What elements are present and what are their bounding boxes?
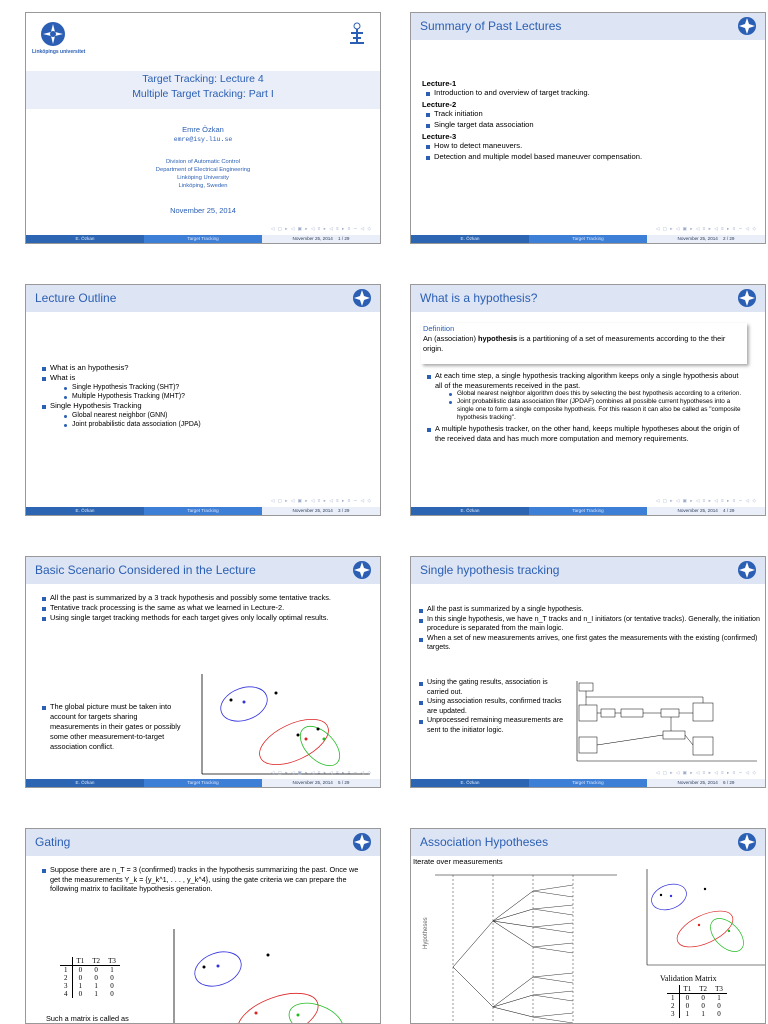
nav-controls[interactable]: ◁ ▢ ▸ ◁ ▣ ▸ ◁ ≡ ▸ ◁ ≡ ▸ ≡ ∽ ◁ ◇: [270, 226, 372, 231]
footer-date: November 25, 2014 4 / 29: [647, 507, 765, 515]
slide-sht[interactable]: [410, 556, 766, 788]
footer-bar: [411, 235, 765, 243]
validation-matrix: T1 T2 T3 1 0 0 1 2 0 0 0 3 1 1 0: [667, 985, 727, 1018]
list-item: Global nearest neighbor algorithm does this by selecting the best hypothesis according to a criterion.: [445, 390, 743, 398]
list-item: What is an hypothesis?: [38, 363, 368, 373]
list-item: Using association results, confirmed tracks are updated.: [415, 697, 565, 716]
slide-association-hypotheses[interactable]: [410, 828, 766, 1024]
slide-title: Association Hypotheses: [420, 835, 549, 849]
page-number: 4 / 29: [722, 508, 735, 513]
footer-date: November 25, 2014 3 / 29: [262, 507, 380, 515]
page-number: 3 / 29: [337, 508, 350, 513]
list-item: Introduction to and overview of target tracking.: [422, 88, 757, 98]
footer-author: E. Özkan: [26, 235, 144, 243]
gating-matrix: T1 T2 T3 1 0 0 1 2 0 0 0 3 1 1 0 4 0 1 0: [60, 957, 120, 998]
footer-date: November 25, 2014 6 / 29: [647, 779, 765, 787]
footer-date: November 25, 2014 5 / 29: [262, 779, 380, 787]
list-item: Single Hypothesis Tracking Global nearest neighbor (GNN) Joint probabilistic data association (JPDA): [38, 401, 368, 429]
author-email[interactable]: emre@isy.liu.se: [173, 136, 233, 143]
sht-block-diagram: [571, 679, 761, 765]
slide-header: [26, 557, 380, 584]
page-number: 1 / 29: [337, 236, 350, 241]
matrix-caption: Such a matrix is called as: [46, 1014, 129, 1023]
list-item: Single Hypothesis Tracking (SHT)?: [60, 384, 368, 393]
slide-hypothesis[interactable]: [410, 284, 766, 516]
location: Linköping, Sweden: [178, 183, 228, 189]
slide-header: [411, 557, 765, 584]
table-row: 4 0 1 0: [60, 990, 120, 998]
footer-course: Target Tracking: [529, 235, 647, 243]
slide-title: Single hypothesis tracking: [420, 563, 560, 577]
slide-title[interactable]: [25, 12, 381, 244]
hypothesis-tree-figure: [431, 867, 621, 1024]
table-row: 3 1 1 0: [60, 982, 120, 990]
nav-controls[interactable]: ◁ ▢ ▸ ◁ ▣ ▸ ◁ ≡ ▸ ◁ ≡ ▸ ≡ ∽ ◁ ◇: [270, 498, 372, 503]
list-item: All the past is summarized by a single hypothesis.: [415, 605, 765, 615]
slide-header: [411, 829, 765, 856]
page-number: 5 / 29: [337, 780, 350, 785]
list-item: Using the gating results, association is carried out.: [415, 678, 565, 697]
slide-header: [26, 285, 380, 312]
page-number: 2 / 29: [722, 236, 735, 241]
lecture-1-label: Lecture-1: [422, 79, 457, 88]
footer-course: Target Tracking: [144, 235, 262, 243]
footer-bar: [26, 235, 380, 243]
list-item: At each time step, a single hypothesis tracking algorithm keeps only a single hypothesis about all of the measurements received in the past. Global nearest neighbor algorithm does this by selecting the best hypothesis according to a criterion. Joint probabilistic data association filter (JPDAF) combines all possible current hypotheses into a single one to form a single composite hypothesis. For this reason it can also be called as "composite hypothesis tracking".: [423, 371, 743, 422]
list-item: Using single target tracking methods for each target gives only locally optimal results.: [38, 613, 363, 623]
footer-author: E. Özkan: [26, 779, 144, 787]
lecture-2-label: Lecture-2: [422, 100, 457, 110]
list-item: When a set of new measurements arrives, one first gates the measurements with the existing (confirmed) targets.: [415, 634, 765, 653]
division: Division of Automatic Control: [165, 159, 241, 165]
footer-date: November 25, 2014 1 / 29: [262, 235, 380, 243]
list-item: Joint probabilistic data association (JPDA): [60, 421, 368, 430]
definition-label: Definition: [423, 324, 455, 333]
list-item: Suppose there are n_T = 3 (confirmed) tracks in the hypothesis summarizing the past. Once we get the measurements Y_k = {y_k^1, . . . , y_k^4}, using the gate criteria we can prepare the following matrix to facilitate hypothesis generation.: [38, 865, 363, 894]
university-logo-icon: [737, 16, 757, 36]
list-item: The global picture must be taken into account for targets sharing measurements in their gates or possibly some other measurement-to-target association conflict.: [38, 702, 188, 752]
list-item: Unprocessed remaining measurements are sent to the initiator logic.: [415, 716, 565, 735]
nav-controls[interactable]: ◁ ▢ ▸ ◁ ▣ ▸ ◁ ≡ ▸ ◁ ≡ ▸ ≡ ∽ ◁ ◇: [655, 770, 757, 775]
footer-course: Target Tracking: [529, 507, 647, 515]
seal-icon: [346, 21, 368, 47]
slide-summary[interactable]: [410, 12, 766, 244]
author-name: Emre Özkan: [182, 125, 224, 134]
slide-title: What is a hypothesis?: [420, 291, 538, 305]
table-row: 2 0 0 0: [60, 974, 120, 982]
table-row: 1 0 0 1: [667, 994, 727, 1003]
table-row: 3 1 1 0: [667, 1010, 727, 1018]
list-item: Single target data association: [422, 120, 757, 130]
footer-author: E. Özkan: [411, 235, 529, 243]
hypotheses-axis-label: Hypotheses: [423, 917, 429, 949]
nav-controls[interactable]: ◁ ▢ ▸ ◁ ▣ ▸ ◁ ≡ ▸ ◁ ≡ ▸ ≡ ∽ ◁ ◇: [655, 226, 757, 231]
list-item: Joint probabilistic data association filter (JPDAF) combines all possible current hypotheses into a single one to form a single composite hypothesis. For this reason it can also be called as "composite hypothesis tracking".: [445, 398, 743, 422]
footer-course: Target Tracking: [144, 507, 262, 515]
list-item: In this single hypothesis, we have n_T tracks and n_I initiators (or tentative tracks). Generally, the initiation procedure is separated from the main logic.: [415, 615, 765, 634]
list-item: Track initiation: [422, 109, 757, 119]
lecture-subtitle: Multiple Target Tracking: Part I: [132, 88, 274, 100]
slide-basic-scenario[interactable]: [25, 556, 381, 788]
page-number: 6 / 29: [722, 780, 735, 785]
slide-header: [411, 285, 765, 312]
university-name: Linköpings universitet: [32, 49, 86, 55]
list-item: Global nearest neighbor (GNN): [60, 412, 368, 421]
footer-bar: [411, 507, 765, 515]
list-item: Detection and multiple model based maneuver compensation.: [422, 152, 757, 162]
slide-title: Basic Scenario Considered in the Lecture: [35, 563, 256, 577]
slide-outline[interactable]: [25, 284, 381, 516]
definition-box: [421, 323, 747, 364]
list-item: Tentative track processing is the same as what we learned in Lecture-2.: [38, 603, 363, 613]
table-row: 2 0 0 0: [667, 1002, 727, 1010]
footer-author: E. Özkan: [26, 507, 144, 515]
list-item: All the past is summarized by a 3 track hypothesis and possibly some tentative tracks.: [38, 593, 363, 603]
university-logo-icon: [352, 560, 372, 580]
university-logo-icon: [737, 560, 757, 580]
university-logo-icon: [40, 21, 66, 47]
footer-bar: [26, 507, 380, 515]
list-item: A multiple hypothesis tracker, on the other hand, keeps multiple hypotheses about the origin of the received data and has much more computation and memory requirements.: [423, 424, 743, 443]
gating-figure: [643, 869, 765, 969]
definition-text: An (association) hypothesis is a partitioning of a set of measurements according to the their origin.: [423, 334, 726, 353]
footer-author: E. Özkan: [411, 507, 529, 515]
table-row: 1 0 0 1: [60, 966, 120, 975]
university-logo-icon: [737, 832, 757, 852]
department: Department of Electrical Engineering: [155, 167, 251, 173]
lecture-title: Target Tracking: Lecture 4: [142, 73, 264, 85]
slide-header: [26, 829, 380, 856]
nav-controls[interactable]: ◁ ▢ ▸ ◁ ▣ ▸ ◁ ≡ ▸ ◁ ≡ ▸ ≡ ∽ ◁ ◇: [270, 770, 372, 775]
footer-bar: [411, 779, 765, 787]
footer-date: November 25, 2014 2 / 29: [647, 235, 765, 243]
gating-figure: [196, 672, 372, 778]
university-logo-icon: [352, 832, 372, 852]
iterate-label: Iterate over measurements: [413, 857, 503, 866]
slide-title: Lecture Outline: [35, 291, 117, 305]
university: Linköping University: [177, 175, 229, 181]
validation-matrix-title: Validation Matrix: [660, 974, 717, 983]
slide-header: [411, 13, 765, 40]
footer-bar: [26, 779, 380, 787]
university-logo-icon: [737, 288, 757, 308]
nav-controls[interactable]: ◁ ▢ ▸ ◁ ▣ ▸ ◁ ≡ ▸ ◁ ≡ ▸ ≡ ∽ ◁ ◇: [655, 498, 757, 503]
footer-course: Target Tracking: [529, 779, 647, 787]
presentation-date: November 25, 2014: [170, 206, 236, 215]
slide-title: Summary of Past Lectures: [420, 19, 562, 33]
footer-author: E. Özkan: [411, 779, 529, 787]
footer-course: Target Tracking: [144, 779, 262, 787]
list-item: How to detect maneuvers.: [422, 141, 757, 151]
slide-title: Gating: [35, 835, 71, 849]
slide-gating[interactable]: [25, 828, 381, 1024]
lecture-3-label: Lecture-3: [422, 132, 457, 142]
list-item: Multiple Hypothesis Tracking (MHT)?: [60, 393, 368, 402]
gating-figure: [166, 929, 380, 1024]
university-logo-icon: [352, 288, 372, 308]
list-item: What is Single Hypothesis Tracking (SHT)? Multiple Hypothesis Tracking (MHT)?: [38, 373, 368, 401]
